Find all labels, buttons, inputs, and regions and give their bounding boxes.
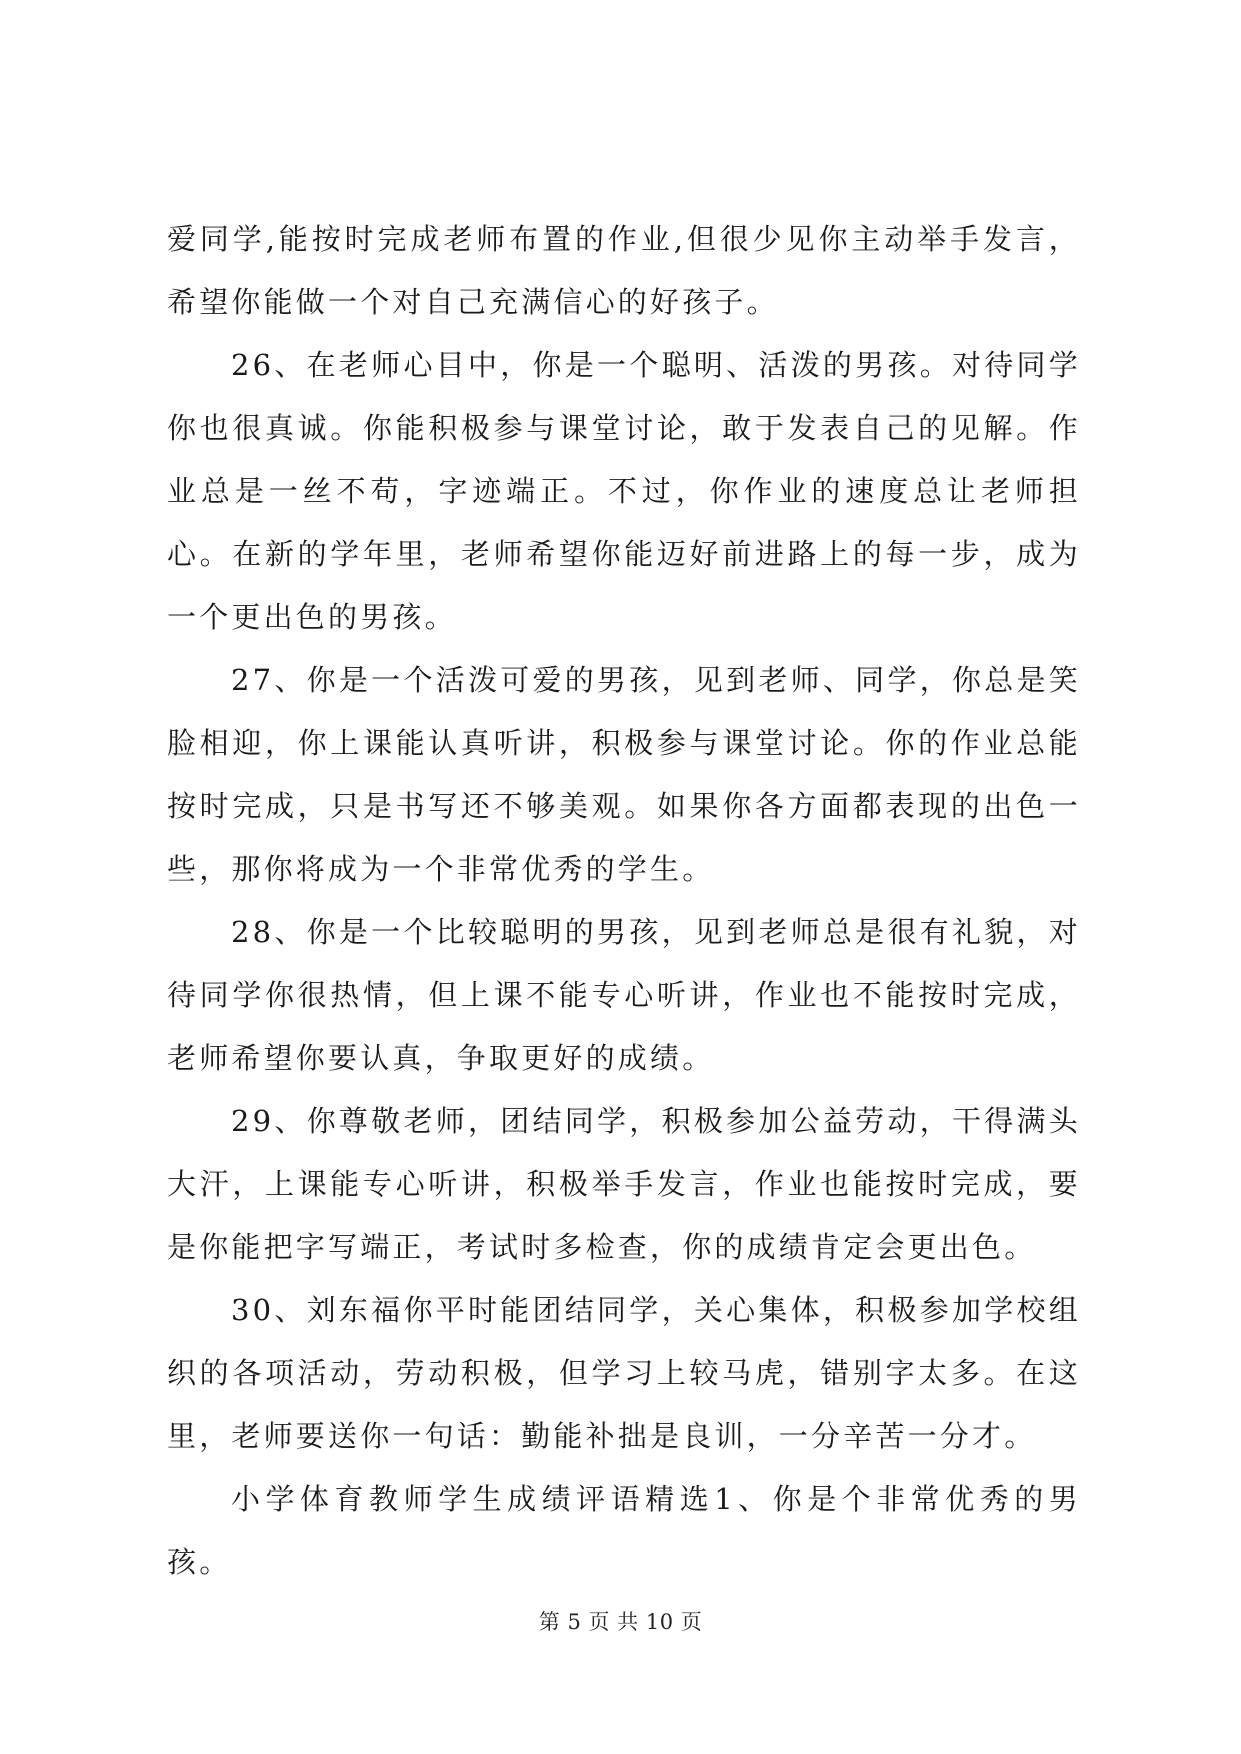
document-body	[167, 208, 1081, 1594]
paragraph-section-start: 小学体育教师学生成绩评语精选1、你是个非常优秀的男孩。	[167, 1482, 1081, 1579]
paragraph-comment-30: 30、刘东福你平时能团结同学，关心集体，积极参加学校组织的各项活动，劳动积极，但学习上较马虎，错别字太多。在这里，老师要送你一句话：勤能补拙是良训，一分辛苦一分才。	[167, 1293, 1081, 1453]
paragraph-comment-29: 29、你尊敬老师，团结同学，积极参加公益劳动，干得满头大汗，上课能专心听讲，积极举手发言，作业也能按时完成，要是你能把字写端正，考试时多检查，你的成绩肯定会更出色。	[167, 1104, 1081, 1264]
paragraph-comment-27: 27、你是一个活泼可爱的男孩，见到老师、同学，你总是笑脸相迎，你上课能认真听讲，积极参与课堂讨论。你的作业总能按时完成，只是书写还不够美观。如果你各方面都表现的出色一些，那你将成为一个非常优秀的学生。	[167, 663, 1081, 886]
paragraph-comment-26: 26、在老师心目中，你是一个聪明、活泼的男孩。对待同学你也很真诚。你能积极参与课堂讨论，敢于发表自己的见解。作业总是一丝不苟，字迹端正。不过，你作业的速度总让老师担心。在新的学年里，老师希望你能迈好前进路上的每一步，成为一个更出色的男孩。	[167, 348, 1081, 634]
paragraph-comment-28: 28、你是一个比较聪明的男孩，见到老师总是很有礼貌，对待同学你很热情，但上课不能专心听讲，作业也不能按时完成，老师希望你要认真，争取更好的成绩。	[167, 915, 1081, 1075]
page-number-footer: 第 5 页 共 10 页	[538, 1610, 703, 1634]
paragraph-continuation: 爱同学,能按时完成老师布置的作业,但很少见你主动举手发言，希望你能做一个对自己充满信心的好孩子。	[167, 222, 1081, 319]
